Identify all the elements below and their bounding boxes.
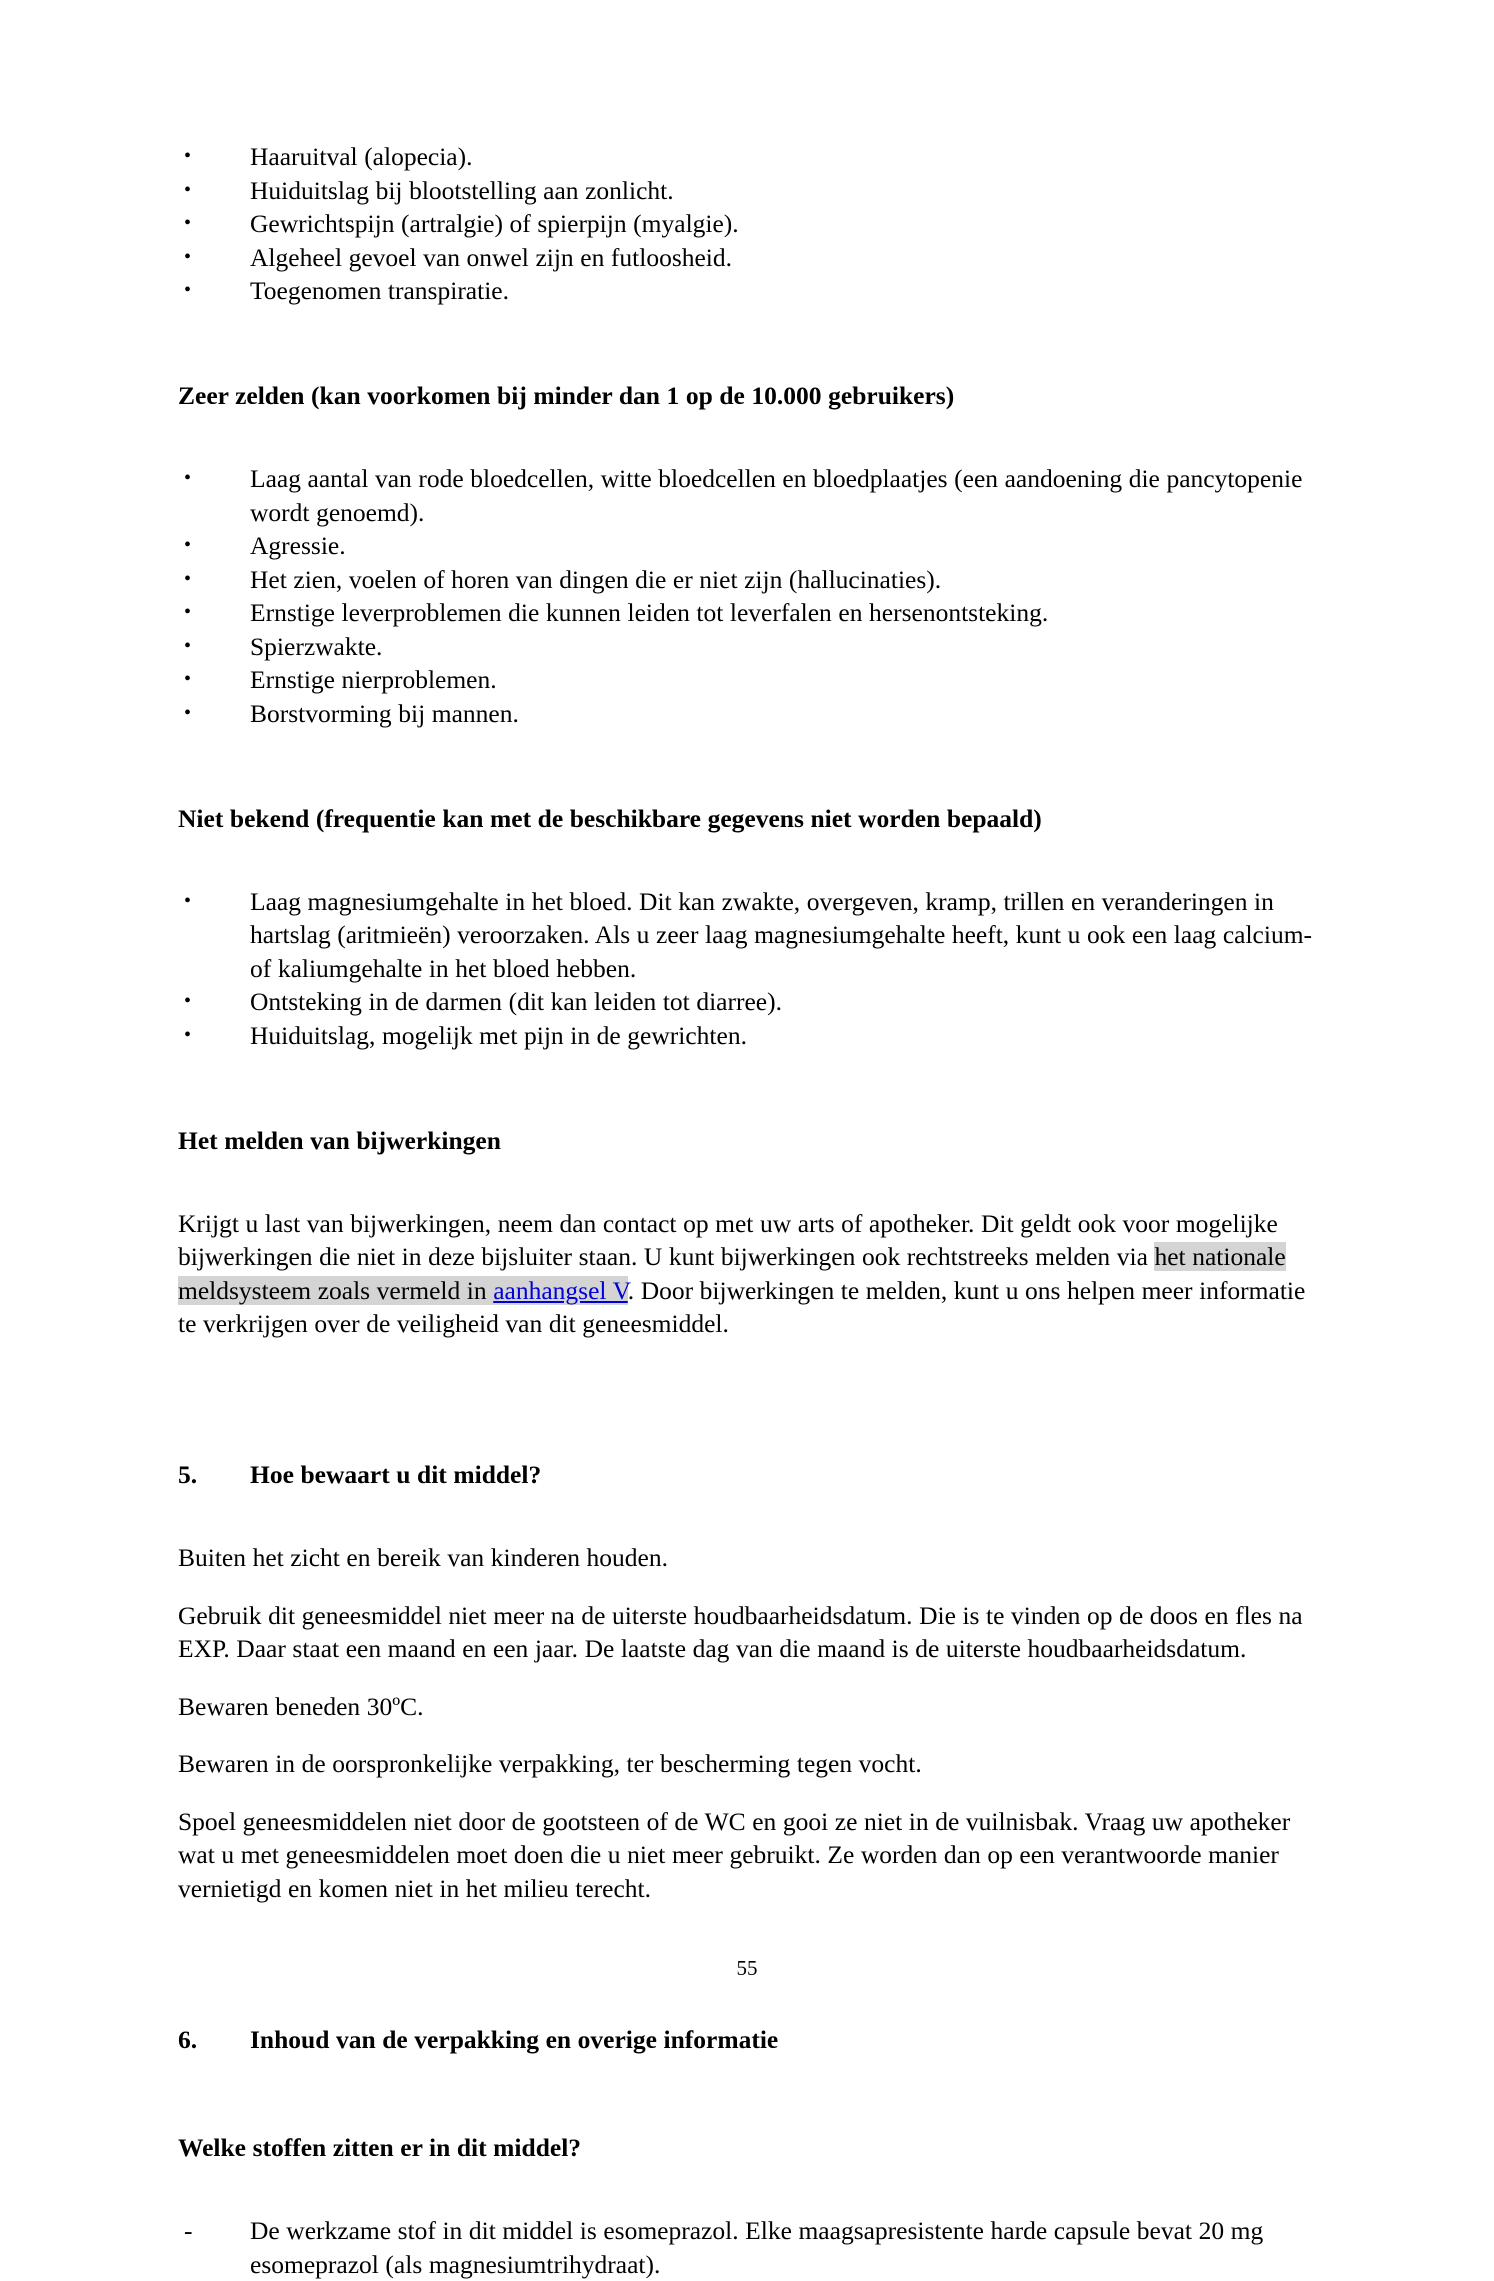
- top-bullet-list: [178, 140, 1318, 308]
- melden-heading: Het melden van bijwerkingen: [178, 1125, 501, 1155]
- spacer: [178, 2082, 1318, 2106]
- bullet-icon: •: [184, 701, 192, 724]
- section-5-paragraph: Bewaren in de oorspronkelijke verpakking, ter bescherming tegen vocht.: [178, 1749, 922, 1778]
- list-item: [178, 2214, 1318, 2281]
- bullet-icon: •: [184, 467, 192, 489]
- list-item: [178, 174, 1318, 208]
- spacer: [178, 1666, 1318, 1690]
- spacer: [178, 730, 1318, 776]
- list-item: [178, 563, 1318, 597]
- list-item-text: Borstvorming bij mannen.: [250, 698, 519, 728]
- spacer: [178, 1183, 1318, 1207]
- frequency-heading-niet-bekend: Niet bekend (frequentie kan met de beschikbare gegevens niet worden bepaald): [178, 803, 1042, 833]
- list-item-text: De werkzame stof in dit middel is esomeprazol. Elke maagsapresistente harde capsule bevat 20 mg esomeprazol (als magnesiumtrihydraat).: [250, 2216, 1264, 2279]
- section-5-heading: [178, 1458, 1318, 1492]
- list-item: [178, 241, 1318, 275]
- bullet-icon: •: [184, 668, 192, 690]
- section-5-paragraph: Spoel geneesmiddelen niet door de gootsteen of de WC en gooi ze niet in de vuilnisbak. Vraag uw apotheker wat u met geneesmiddelen moet doen die u niet meer gebruikt. Ze worden dan op een verantwoorde manier vernietigd en komen niet in het milieu terecht.: [178, 1806, 1291, 1903]
- bullet-icon: •: [184, 212, 192, 234]
- spacer: [178, 1517, 1318, 1541]
- list-item: [178, 596, 1318, 630]
- list-item: [178, 274, 1318, 308]
- melden-text-part2: . Door bijwerkingen te melden, kunt u ons helpen meer informatie te verkrijgen over de veiligheid van dit geneesmiddel.: [178, 1275, 1306, 1338]
- list-item: [178, 140, 1318, 174]
- list-item-text: Ernstige nierproblemen.: [250, 665, 497, 694]
- section-6-title: Inhoud van de verpakking en overige informatie: [250, 2024, 779, 2054]
- spacer: [178, 1575, 1318, 1599]
- melden-paragraph: [178, 1207, 1318, 1341]
- zeer-zelden-bullet-list: [178, 462, 1318, 730]
- spacer: [178, 438, 1318, 462]
- frequency-heading-zeer-zelden: Zeer zelden (kan voorkomen bij minder dan 1 op de 10.000 gebruikers): [178, 381, 955, 410]
- list-item-text: Laag magnesiumgehalte in het bloed. Dit kan zwakte, overgeven, kramp, trillen en veranderingen in hartslag (aritmieën) veroorzaken. Als u zeer laag magnesiumgehalte heeft, kunt u ook een laag calcium- of kaliumgehalte in het bloed hebben.: [250, 886, 1313, 983]
- spacer: [178, 308, 1318, 354]
- list-item: [178, 697, 1318, 731]
- spacer: [178, 1905, 1318, 1951]
- spacer: [178, 2190, 1318, 2214]
- list-item: [178, 630, 1318, 664]
- spacer: [178, 1052, 1318, 1098]
- bullet-icon: •: [184, 567, 192, 590]
- section-5-number: 5.: [178, 1460, 198, 1489]
- page-number: 55: [736, 1956, 758, 1980]
- section-6-subheading: Welke stoffen zitten er in dit middel?: [178, 2133, 582, 2162]
- bullet-icon: •: [184, 1023, 192, 1046]
- list-item-text: Haaruitval (alopecia).: [250, 142, 473, 171]
- spacer: [178, 861, 1318, 885]
- list-item-text: Algeheel gevoel van onwel zijn en futloosheid.: [250, 242, 733, 272]
- list-item-text: Ontsteking in de darmen (dit kan leiden tot diarree).: [250, 987, 782, 1016]
- spacer: [178, 1387, 1318, 1433]
- section-6-number: 6.: [178, 2024, 198, 2054]
- list-item-text: Ernstige leverproblemen die kunnen leiden tot leverfalen en hersenontsteking.: [250, 598, 1049, 627]
- list-item-text: Spierzwakte.: [250, 631, 383, 661]
- spacer: [178, 1781, 1318, 1805]
- list-item: [178, 985, 1318, 1019]
- bullet-icon: •: [184, 534, 192, 556]
- dash-icon: -: [184, 2216, 193, 2245]
- list-item-text: Laag aantal van rode bloedcellen, witte bloedcellen en bloedplaatjes (een aandoening die pancytopenie wordt genoemd).: [250, 464, 1303, 527]
- ingredients-list: [178, 2214, 1318, 2281]
- bullet-icon: •: [184, 279, 192, 301]
- spacer: [178, 1341, 1318, 1387]
- list-item-text: Agressie.: [250, 531, 346, 560]
- section-5-title: Hoe bewaart u dit middel?: [250, 1460, 542, 1489]
- list-item-text: Gewrichtspijn (artralgie) of spierpijn (myalgie).: [250, 209, 739, 238]
- bullet-icon: •: [184, 889, 192, 912]
- bullet-icon: •: [184, 178, 192, 201]
- spacer: [178, 1723, 1318, 1747]
- section-5-paragraph: Gebruik dit geneesmiddel niet meer na de uiterste houdbaarheidsdatum. Die is te vinden op de doos en fles na EXP. Daar staat een maand en een jaar. De laatste dag van die maand is de uiterste houdbaarheidsdatum.: [178, 1600, 1303, 1663]
- list-item: [178, 663, 1318, 697]
- list-item: [178, 1019, 1318, 1053]
- list-item-text: Huiduitslag bij blootstelling aan zonlicht.: [250, 175, 674, 205]
- aanhangsel-v-link[interactable]: aanhangsel V: [493, 1275, 628, 1305]
- list-item: [178, 885, 1318, 986]
- section-6-heading: [178, 2023, 1318, 2057]
- section-5-paragraph: Bewaren beneden 30ºC.: [178, 1691, 424, 1721]
- section-5-paragraph: Buiten het zicht en bereik van kinderen houden.: [178, 1543, 668, 1572]
- list-item-text: Toegenomen transpiratie.: [250, 276, 509, 305]
- list-item-text: Het zien, voelen of horen van dingen die er niet zijn (hallucinaties).: [250, 564, 942, 594]
- highlighted-text: het nationale meldsysteem zoals vermeld in: [178, 1242, 1286, 1305]
- list-item: [178, 529, 1318, 563]
- niet-bekend-bullet-list: [178, 885, 1318, 1053]
- melden-text-part1: Krijgt u last van bijwerkingen, neem dan contact op met uw arts of apotheker. Dit geldt ook voor mogelijke bijwerkingen die niet in deze bijsluiter staan. U kunt bijwerkingen ook rechtstreeks melden via: [178, 1208, 1278, 1271]
- bullet-icon: •: [184, 634, 192, 657]
- bullet-icon: •: [184, 990, 192, 1012]
- bullet-icon: •: [184, 245, 192, 268]
- list-item: [178, 462, 1318, 529]
- list-item: [178, 207, 1318, 241]
- list-item-text: Huiduitslag, mogelijk met pijn in de gewrichten.: [250, 1020, 747, 1050]
- bullet-icon: •: [184, 601, 192, 623]
- bullet-icon: •: [184, 145, 192, 167]
